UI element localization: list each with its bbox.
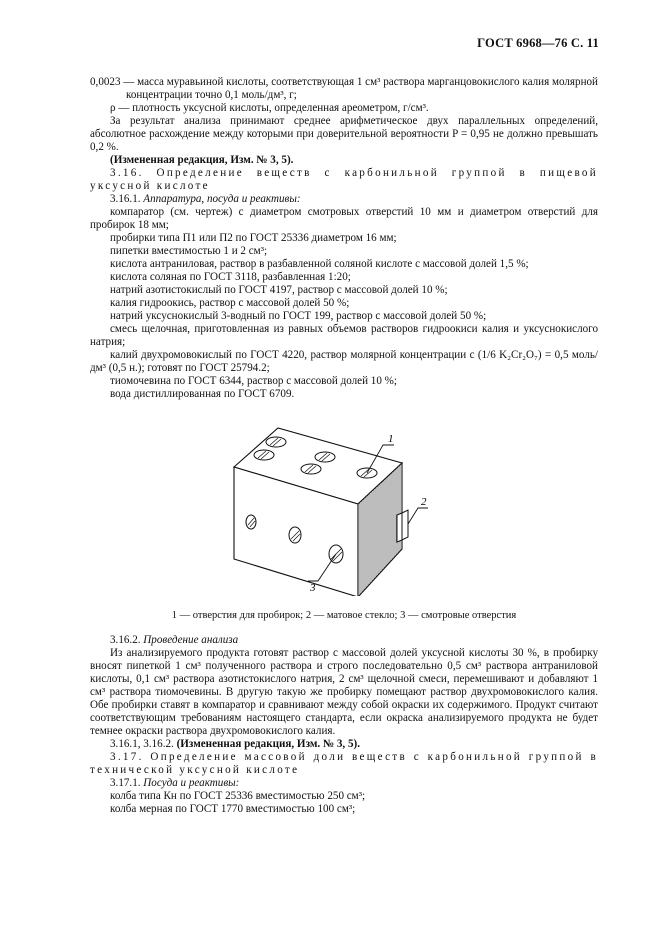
result-paragraph: За результат анализа принимают среднее арифметическое двух параллельных определений, абсолютное расхождение между которыми при доверительной вероятности P = 0,95 не должно превышать 0,2 %. bbox=[90, 115, 598, 153]
tube-hole bbox=[254, 450, 274, 460]
list-item: кислота антраниловая, раствор в разбавленной соляной кислоте с массовой долей 1,5 %; bbox=[110, 258, 529, 270]
figure-caption: 1 — отверстия для пробирок; 2 — матовое стекло; 3 — смотровые отверстия bbox=[171, 610, 517, 621]
list-item: калий двухромовокислый по ГОСТ 4220, раствор молярной концентрации с (1/6 K₂Cr₂O₇) = 0,5 моль/дм³ (0,5 н.); готовят по ГОСТ 25794.2; bbox=[90, 349, 598, 374]
main-text-block-2 bbox=[90, 634, 598, 816]
list-item: колба типа Кн по ГОСТ 25336 вместимостью 250 см³; bbox=[110, 790, 366, 802]
section-title: Проведение анализа bbox=[143, 634, 239, 646]
section-3-16-1-heading bbox=[90, 193, 598, 206]
section-title: Посуда и реактивы: bbox=[143, 777, 240, 789]
edit-note-1: (Измененная редакция, Изм. № 3, 5). bbox=[110, 154, 294, 166]
list-item: калия гидроокись, раствор с массовой долей 50 %; bbox=[110, 297, 350, 309]
edit-note-prefix: 3.16.1, 3.16.2. bbox=[110, 738, 174, 750]
edit-note-2 bbox=[90, 738, 598, 751]
comparator-drawing bbox=[232, 421, 432, 596]
glass-tab-front bbox=[397, 513, 402, 542]
edit-note-text: (Измененная редакция, Изм. № 3, 5). bbox=[176, 738, 360, 750]
tube-hole bbox=[315, 452, 335, 462]
list-item: компаратор (см. чертеж) с диаметром смотровых отверстий 10 мм и диаметром отверстий для пробирок 18 мм; bbox=[90, 206, 598, 231]
list-item: тиомочевина по ГОСТ 6344, раствор с массовой долей 10 %; bbox=[110, 375, 397, 387]
section-3-16-heading: 3.16. Определение веществ с карбонильной группой в пищевой уксусной кислоте bbox=[90, 167, 598, 192]
figure-label-1: 1 bbox=[388, 433, 394, 445]
section-3-16-2-heading bbox=[90, 634, 598, 647]
section-number: 3.16.1. bbox=[110, 193, 141, 205]
section-number: 3.16.2. bbox=[110, 634, 141, 646]
list-item: смесь щелочная, приготовленная из равных объемов растворов гидроокиси калия и уксуснокислого натрия; bbox=[90, 323, 598, 348]
formula-legend-rho: ρ — плотность уксусной кислоты, определенная ареометром, г/см³. bbox=[110, 102, 429, 114]
list-item: пипетки вместимостью 1 и 2 см³; bbox=[110, 245, 268, 257]
list-item: натрий азотистокислый по ГОСТ 4197, раствор с массовой долей 10 %; bbox=[110, 284, 448, 296]
figure-label-2: 2 bbox=[421, 496, 427, 508]
section-3-17-heading: 3.17. Определение массовой доли веществ с карбонильной группой в технической уксусной кислоте bbox=[90, 751, 598, 776]
list-item: натрий уксуснокислый 3-водный по ГОСТ 199, раствор с массовой долей 50 %; bbox=[110, 310, 487, 322]
tube-hole bbox=[301, 464, 321, 474]
section-3-17-1-heading bbox=[90, 777, 598, 790]
list-item: колба мерная по ГОСТ 1770 вместимостью 100 см³; bbox=[110, 803, 356, 815]
page-header: ГОСТ 6968—76 С. 11 bbox=[477, 36, 599, 50]
tube-hole bbox=[266, 437, 286, 447]
list-item: кислота соляная по ГОСТ 3118, разбавленная 1:20; bbox=[110, 271, 351, 283]
procedure-paragraph: Из анализируемого продукта готовят раствор с массовой долей уксусной кислоты 30 %, в пробирку вносят пипеткой 1 см³ полученного раствора и строго последовательно 0,5 см³ раствора антраниловой кислоты, 0,1 см³ раствора азотистокислого натрия, 2 см³ щелочной смеси, перемешивают и добавляют 1 см³ раствора тиомочевины. В другую такую же пробирку помещают раствор двухромовокислого калия. Обе пробирки ставят в компаратор и сравнивают между собой окраски их содержимого. Продукт считают соответствующим требованиям настоящего стандарта, если окраска анализируемого продукта не будет темнее окраски раствора двухромовокислого калия. bbox=[90, 647, 598, 737]
list-item: пробирки типа П1 или П2 по ГОСТ 25336 диаметром 16 мм; bbox=[110, 232, 397, 244]
section-title: Аппаратура, посуда и реактивы: bbox=[143, 193, 301, 205]
formula-legend-0023: 0,0023 — масса муравьиной кислоты, соответствующая 1 см³ раствора марганцовокислого калия молярной концентрации точно 0,1 моль/дм³, г; bbox=[90, 76, 598, 101]
glass-tab bbox=[402, 510, 408, 540]
section-number: 3.17.1. bbox=[110, 777, 141, 789]
list-item: вода дистиллированная по ГОСТ 6709. bbox=[110, 388, 295, 400]
main-text-block bbox=[90, 76, 598, 401]
figure-label-3: 3 bbox=[310, 582, 316, 594]
